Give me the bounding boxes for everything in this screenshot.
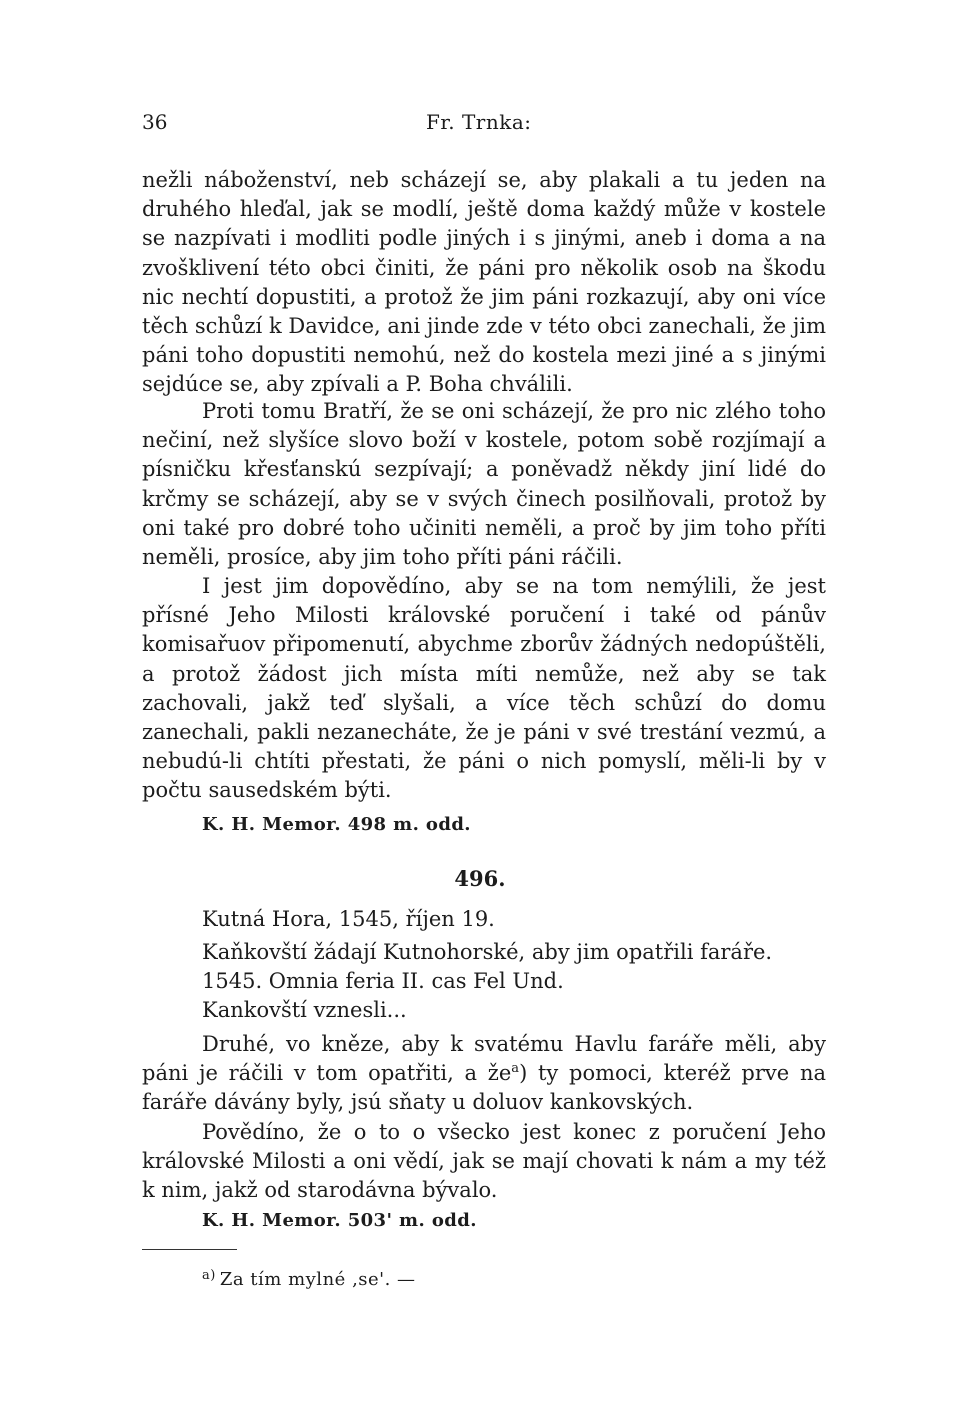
paragraph-answer: Povědíno, že o to o všecko jest konec z poručení Jeho královské Milosti a oni vědí, jak se mají chovati k nám a my též k nim, jakž od starodávna bývalo. [142, 1120, 826, 1203]
footnote-reference: a [511, 1061, 520, 1077]
document-number: 496. [454, 866, 506, 891]
paragraph-text: ) ty pomoci, kteréž prve na faráře dávány byly, jsú sňaty u doluov kankovských. [142, 1061, 826, 1115]
footnote [202, 1268, 416, 1290]
running-head: Fr. Trnka: [426, 110, 532, 134]
footnote-divider [142, 1249, 237, 1250]
source-citation: K. H. Memor. 503' m. odd. [202, 1210, 477, 1231]
page-header [142, 110, 826, 138]
document-summary: Kaňkovští žádají Kutnohorské, aby jim opatřili faráře. [202, 940, 773, 964]
document-date-line: 1545. Omnia feria II. cas Fel Und. [202, 969, 564, 993]
paragraph-continuation: nežli náboženství, neb scházejí se, aby plakali a tu jeden na druhého hleďal, jak se modlí, ještě doma každý může v kostele se nazpívati i modliti podle jiných i s jinými, aneb i doma a na zvošklivení této obci činiti, že páni pro několik osob na škodu nic nechtí dopustiti, a protož že jim páni rozkazují, aby oni více těch schůzí k Davidce, ani jinde zde v této obci zanechali, že jim páni toho dopustiti nemohú, než do kostela mezi jiné a s jinými sejdúce se, aby zpívali a P. Boha chválili. [142, 168, 826, 397]
kankovsti-line: Kankovští vznesli... [202, 998, 407, 1022]
page-number: 36 [142, 110, 168, 134]
paragraph-priest-request [142, 1030, 826, 1118]
paragraph-text: Druhé, vo kněze, aby k svatému Havlu faráře měli, aby páni je ráčili v tom opatřiti, a že [142, 1032, 826, 1086]
paragraph-decision: I jest jim dopovědíno, aby se na tom nemýlili, že jest přísné Jeho Milosti královské poručení i také od pánův komisařuov připomenutí, abychme zborův žádných nedopúštěli, a protož žádost jich místa míti nemůže, než aby se tak zachovali, jakž teď slyšali, a více těch schůzí do domu zanechali, pakli nezanecháte, že je páni v své trestání vezmú, a nebudú-li chtíti přestati, že páni o nich pomyslí, měli-li by v počtu sausedském býti. [142, 574, 826, 803]
footnote-text: Za tím mylné ‚se'. — [219, 1269, 416, 1290]
footnote-mark: a) [202, 1268, 216, 1283]
place-date: Kutná Hora, 1545, říjen 19. [202, 907, 495, 931]
paragraph-brethren-reply: Proti tomu Bratří, že se oni scházejí, že pro nic zlého toho nečiní, než slyšíce slovo boží v kostele, potom sobě rozjímají a písničku křesťanskú sezpívají; a poněvadž někdy jiní lidé do krčmy se scházejí, aby se v svých činech posilňovali, protož by oni také pro dobré toho učiniti neměli, a proč by jim toho příti neměli, prosíce, aby jim toho příti páni ráčili. [142, 399, 826, 570]
source-citation: K. H. Memor. 498 m. odd. [202, 814, 471, 835]
